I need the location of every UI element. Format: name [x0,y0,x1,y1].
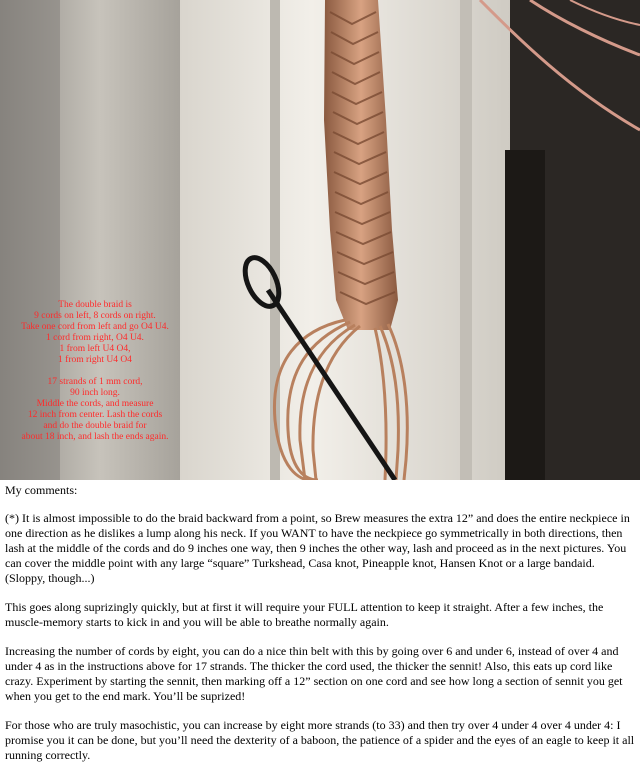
braid-instructions-caption [0,300,190,454]
caption-line: 12 inch from center. Lash the cords [27,410,163,420]
caption-line: about 18 inch, and lash the ends again. [21,432,169,442]
caption-line: The double braid is [58,300,132,310]
comment-paragraph: Increasing the number of cords by eight, you can do a nice thin belt with this by going over 6 and under 6, instead of over 4 and under 4 as in the instructions above for 17 strands. The thicker the cord used, the thicker the sennit! Also, this eats up cord like crazy. Experiment by starting the sennit, then marking off a 12” section on one cord and see how long a section of sennit you get when you get to the end mark. You’ll be suprized! [5,644,623,703]
caption-line: 90 inch long. [70,388,120,398]
comments-heading: My comments: [5,483,78,497]
cord-materials-caption [0,377,190,443]
comment-paragraph: (*) It is almost impossible to do the braid backward from a point, so Brew measures the extra 12” and does the entire neckpiece in one direction as he dislikes a lump along his neck. If you WANT to have the neckpiece go symmetrically in both directions, then lash at the middle of the cords and do 9 inches one way, then 9 inches the other way, lash and proceed as in the next pictures. You can cover the middle point with any large “square” Turkshead, Casa knot, Pineapple knot, Hansen Knot or a large bandaid. (Sloppy, though...) [5,511,630,585]
caption-line: 17 strands of 1 mm cord, [47,377,143,387]
caption-line: 1 from right U4 O4 [58,355,132,365]
caption-line: 1 from left U4 O4, [59,344,131,354]
comments-section [5,483,637,777]
caption-line: 9 cords on left, 8 cords on right. [34,311,156,321]
caption-line: 1 cord from right, O4 U4. [46,333,144,343]
comment-paragraph: This goes along suprizingly quickly, but at first it will require your FULL attention to keep it straight. After a few inches, the muscle-memory starts to kick in and you will be able to breathe normally again. [5,600,604,629]
caption-line: and do the double braid for [43,421,147,431]
caption-line: Take one cord from left and go O4 U4. [21,322,169,332]
braid-pattern-caption [0,300,190,366]
caption-line: Middle the cords, and measure [36,399,154,409]
comment-paragraph: For those who are truly masochistic, you can increase by eight more strands (to 33) and then try over 4 under 4 over 4 under 4: I promise you it can be done, but you’ll need the dexterity of a baboon, the patience of a spider and the eyes of an eagle to keep it all running correctly. [5,718,635,762]
